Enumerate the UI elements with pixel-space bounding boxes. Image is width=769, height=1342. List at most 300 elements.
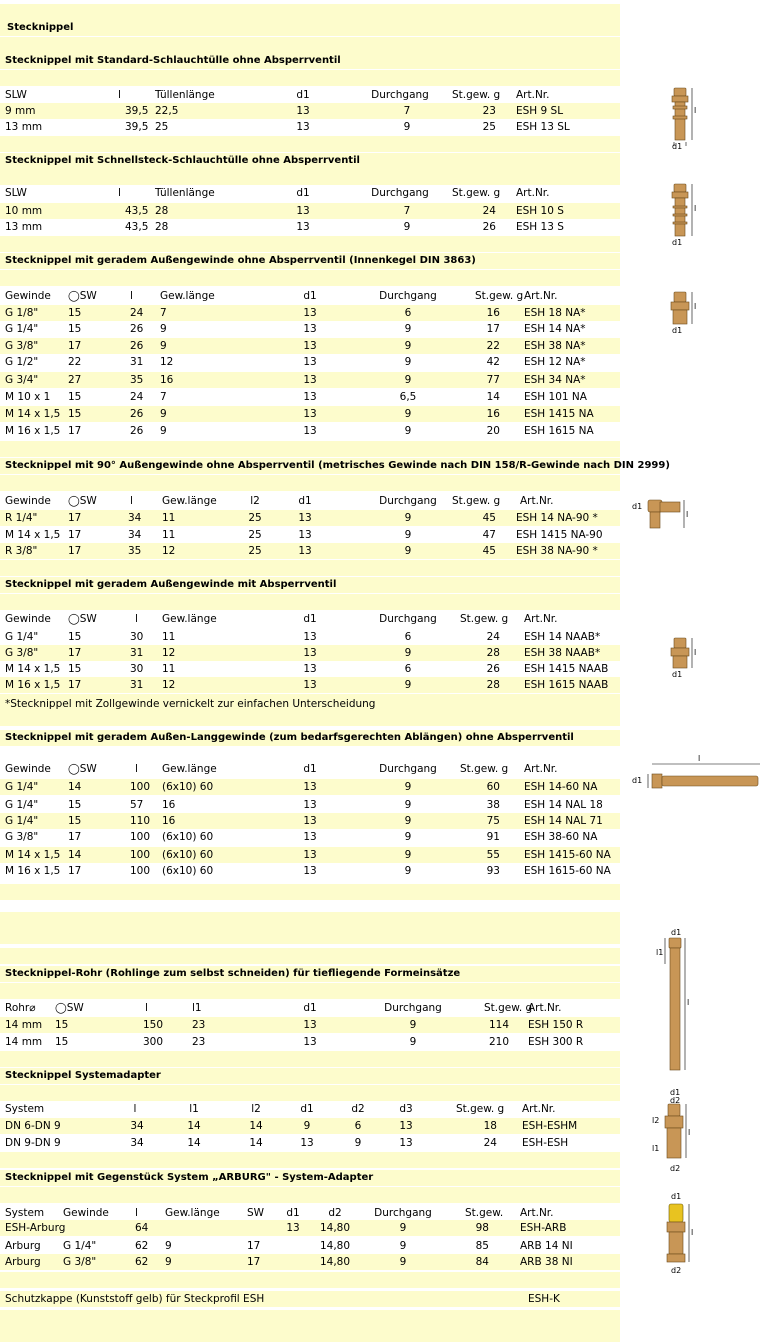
table-cell: ARB 38 NI (520, 1256, 573, 1268)
final-note-art-number: ESH-K (528, 1293, 560, 1305)
table-cell: Arburg (5, 1240, 41, 1252)
table-cell: (6x10) 60 (162, 865, 214, 877)
table-cell: 13 (303, 781, 317, 793)
table-cell: ESH 101 NA (524, 391, 587, 403)
table-cell: 60 (486, 781, 500, 793)
table-cell: G 3/8" (5, 340, 39, 352)
table-cell: ESH 38 NA* (524, 340, 586, 352)
table-cell: 16 (162, 799, 176, 811)
table-cell: 12 (160, 356, 174, 368)
nipple-image-quick (660, 182, 700, 248)
table-cell: G 1/2" (5, 356, 39, 368)
dim-d1-label: d1 (671, 928, 682, 937)
table-cell: 26 (130, 425, 144, 437)
dim-d1-label: d1 (672, 670, 683, 679)
table-cell: 15 (68, 391, 82, 403)
table-cell: 9 (160, 408, 167, 420)
table-cell: ESH 38-60 NA (524, 831, 598, 843)
table-cell: 13 (303, 679, 317, 691)
section-title: Stecknippel mit Standard-Schlauchtülle ohne Absperrventil (5, 55, 341, 66)
table-cell: ESH 12 NA* (524, 356, 586, 368)
table-row (0, 338, 620, 354)
table-cell: 22,5 (155, 105, 179, 117)
column-header: St.gew. g (460, 613, 509, 625)
column-header: l1 (192, 1002, 202, 1014)
table-cell: 75 (486, 815, 500, 827)
dim-l-label: l (694, 106, 697, 115)
column-header: Art.Nr. (520, 495, 554, 507)
table-cell: 22 (68, 356, 82, 368)
table-cell: 11 (162, 529, 176, 541)
table-cell: (6x10) 60 (162, 831, 214, 843)
section-title: Stecknippel mit geradem Außengewinde mit Absperrventil (5, 579, 337, 590)
table-cell: 28 (486, 679, 500, 691)
table-cell: G 1/8" (5, 307, 39, 319)
footnote-row (0, 696, 620, 712)
table-cell: 9 (404, 799, 412, 811)
dim-l-label: l (694, 302, 697, 311)
table-cell: 15 (68, 815, 82, 827)
column-header: l (118, 89, 121, 101)
table-cell: 13 (303, 663, 317, 675)
highlight-band (0, 1326, 620, 1342)
table-cell: 100 (130, 831, 151, 843)
table-cell: 9 (399, 1240, 407, 1252)
table-cell: 300 (143, 1036, 164, 1048)
table-cell: 9 (404, 815, 412, 827)
table-cell: ESH 14 NA* (524, 323, 586, 335)
table-cell: 85 (475, 1240, 489, 1252)
table-cell: 9 (160, 323, 167, 335)
table-cell: 9 mm (5, 105, 36, 117)
table-cell: ESH 34 NA* (524, 374, 586, 386)
highlight-band (0, 928, 620, 944)
table-cell: 16 (160, 374, 174, 386)
table-row (0, 863, 620, 879)
column-header: Art.Nr. (522, 1103, 556, 1115)
table-cell: G 3/8" (5, 647, 39, 659)
table-cell: 34 (130, 1137, 144, 1149)
table-cell: G 1/4" (5, 781, 39, 793)
column-header: Tüllenlänge (155, 187, 215, 199)
dim-d1-label: d1 (670, 1088, 681, 1097)
column-header: St.gew. g (452, 495, 501, 507)
table-cell: 24 (483, 1137, 497, 1149)
highlight-band (0, 912, 620, 928)
table-row (0, 645, 620, 661)
table-row (0, 527, 620, 543)
table-cell: 42 (486, 356, 500, 368)
highlight-band (0, 1051, 620, 1067)
dim-d2-label: d2 (670, 1164, 681, 1173)
table-row (0, 406, 620, 422)
table-cell: 91 (486, 831, 500, 843)
highlight-band (0, 475, 620, 491)
table-cell: M 14 x 1,5 (5, 663, 61, 675)
table-cell: DN 9-DN 9 (5, 1137, 61, 1149)
table-cell: 30 (130, 663, 144, 675)
table-cell: 26 (482, 221, 496, 233)
table-cell: 210 (488, 1036, 509, 1048)
table-cell: M 16 x 1,5 (5, 679, 61, 691)
table-cell: G 1/4" (63, 1240, 97, 1252)
section-title-row (0, 730, 620, 746)
table-cell: 17 (68, 545, 82, 557)
table-cell: 13 (303, 849, 317, 861)
section-title-row (0, 253, 620, 269)
column-header: d1 (300, 1103, 314, 1115)
table-cell: 15 (68, 307, 82, 319)
dim-l-label: l (694, 204, 697, 213)
table-cell: ESH 38 NAAB* (524, 647, 601, 659)
table-cell: 9 (409, 1019, 417, 1031)
table-cell: 14 mm (5, 1019, 43, 1031)
column-header: l (145, 1002, 148, 1014)
table-cell: 13 (298, 545, 312, 557)
dim-d2-label: d2 (670, 1096, 681, 1105)
table-header-row (0, 1101, 620, 1117)
highlight-band (0, 948, 620, 964)
column-header: SLW (5, 187, 27, 199)
table-cell: 9 (399, 1256, 407, 1268)
column-header: Gewinde (63, 1207, 109, 1219)
table-cell: 15 (55, 1036, 69, 1048)
column-header: d1 (303, 763, 317, 775)
table-cell: 6 (404, 663, 412, 675)
nipple-image-valve (660, 636, 700, 682)
section-title-row (0, 53, 620, 69)
column-header: d1 (286, 1207, 300, 1219)
table-cell: ESH 10 S (516, 205, 564, 217)
table-cell: 17 (486, 323, 500, 335)
column-header: d1 (296, 187, 310, 199)
table-cell: 10 mm (5, 205, 43, 217)
table-cell: 23 (192, 1036, 206, 1048)
section-title: Stecknippel mit Schnellsteck-Schlauchtülle ohne Absperrventil (5, 155, 360, 166)
table-cell: 13 (298, 529, 312, 541)
table-cell: 23 (482, 105, 496, 117)
table-cell: 9 (160, 340, 167, 352)
column-header: d1 (296, 89, 310, 101)
table-cell: ESH 14 NA-90 * (516, 512, 598, 524)
column-header: d2 (351, 1103, 365, 1115)
table-cell: 13 (303, 391, 317, 403)
table-cell: 20 (486, 425, 500, 437)
section-title-row (0, 458, 670, 474)
highlight-band (0, 560, 620, 576)
table-cell: ESH 1615-60 NA (524, 865, 611, 877)
table-cell: ESH 1415 NAAB (524, 663, 609, 675)
nipple-image-tube (655, 928, 695, 1074)
column-header: Durchgang (384, 1002, 442, 1014)
table-cell: 28 (155, 221, 169, 233)
table-cell: G 1/4" (5, 323, 39, 335)
table-cell: 25 (482, 121, 496, 133)
table-cell: 34 (128, 529, 142, 541)
table-cell: 28 (155, 205, 169, 217)
column-header: St.gew. g (452, 89, 501, 101)
nipple-image-system-adapter (650, 1088, 695, 1176)
table-cell: R 3/8" (5, 545, 38, 557)
column-header: Art.Nr. (524, 613, 558, 625)
table-cell: G 3/8" (63, 1256, 97, 1268)
table-cell: 9 (404, 647, 412, 659)
highlight-band (0, 70, 620, 86)
table-cell: 13 mm (5, 221, 43, 233)
section-title-row (0, 577, 620, 593)
column-header: l (135, 613, 138, 625)
table-cell: 9 (354, 1137, 362, 1149)
table-cell: 35 (130, 374, 144, 386)
table-cell: 9 (404, 545, 412, 557)
table-header-row (0, 761, 620, 777)
table-cell: DN 6-DN 9 (5, 1120, 61, 1132)
column-header: l2 (250, 495, 260, 507)
table-cell: 9 (403, 121, 411, 133)
column-header: ◯SW (55, 1002, 84, 1014)
table-cell: ESH 1415 NA (524, 408, 594, 420)
table-cell: G 1/4" (5, 815, 39, 827)
table-row (0, 1017, 620, 1033)
column-header: l1 (189, 1103, 199, 1115)
table-cell: 18 (483, 1120, 497, 1132)
table-cell: 17 (68, 340, 82, 352)
column-header: l2 (251, 1103, 261, 1115)
table-cell: 9 (404, 425, 412, 437)
nipple-image-long-thread (630, 752, 768, 802)
table-row (0, 677, 620, 693)
table-cell: ESH 1615 NAAB (524, 679, 609, 691)
table-cell: G 3/8" (5, 831, 39, 843)
table-cell: ESH 18 NA* (524, 307, 586, 319)
table-row (0, 103, 620, 119)
table-cell: 13 (399, 1120, 413, 1132)
column-header: Gewinde (5, 290, 51, 302)
nipple-image-arburg (655, 1192, 700, 1278)
highlight-band (0, 884, 620, 900)
table-cell: ESH 1615 NA (524, 425, 594, 437)
table-row (0, 510, 620, 526)
table-cell: 13 (296, 121, 310, 133)
column-header: Durchgang (379, 495, 437, 507)
table-cell: 98 (475, 1222, 489, 1234)
table-cell: 43,5 (125, 205, 149, 217)
table-cell: ESH 1415 NA-90 (516, 529, 603, 541)
column-header: l (135, 763, 138, 775)
table-cell: ESH 1415-60 NA (524, 849, 611, 861)
dim-d1-label: d1 (672, 326, 683, 335)
column-header: d1 (298, 495, 312, 507)
table-row (0, 1220, 620, 1236)
table-cell: 15 (68, 663, 82, 675)
table-cell: 34 (130, 1120, 144, 1132)
table-cell: 9 (404, 356, 412, 368)
table-cell: 77 (486, 374, 500, 386)
table-cell: 13 (303, 647, 317, 659)
table-cell: ESH 38 NA-90 * (516, 545, 598, 557)
column-header: St.gew. g (484, 1002, 533, 1014)
table-row (0, 305, 620, 321)
table-cell: 13 (298, 512, 312, 524)
section-title: Stecknippel-Rohr (Rohlinge zum selbst schneiden) für tiefliegende Formeinsätze (5, 968, 461, 979)
table-cell: G 1/4" (5, 799, 39, 811)
table-header-row (0, 1000, 620, 1016)
column-header: Art.Nr. (516, 187, 550, 199)
table-cell: 14 (68, 849, 82, 861)
table-row (0, 1135, 620, 1151)
table-cell: 17 (68, 679, 82, 691)
column-header: l (118, 187, 121, 199)
column-header: Durchgang (371, 89, 429, 101)
table-cell: 22 (486, 340, 500, 352)
highlight-band (0, 1187, 620, 1203)
section-title: Stecknippel mit geradem Außengewinde ohne Absperrventil (Innenkegel DIN 3863) (5, 255, 476, 266)
column-header: Durchgang (379, 290, 437, 302)
table-cell: 14 (249, 1137, 263, 1149)
table-cell: 38 (486, 799, 500, 811)
table-cell: 15 (68, 631, 82, 643)
nipple-image-90-degree (630, 494, 690, 534)
page-title: Stecknippel (7, 22, 74, 33)
table-cell: 9 (404, 340, 412, 352)
table-cell: (6x10) 60 (162, 781, 214, 793)
column-header: d3 (399, 1103, 413, 1115)
table-cell: 9 (404, 865, 412, 877)
table-cell: 9 (404, 529, 412, 541)
table-row (0, 1254, 620, 1270)
table-cell: 110 (130, 815, 151, 827)
table-cell: 11 (162, 663, 176, 675)
table-cell: 30 (130, 631, 144, 643)
table-row (0, 1238, 620, 1254)
table-cell: 16 (486, 307, 500, 319)
table-cell: 45 (482, 512, 496, 524)
dim-d2-label: d2 (671, 1266, 682, 1275)
column-header: d2 (328, 1207, 342, 1219)
table-cell: ESH-Arburg (5, 1222, 66, 1234)
highlight-band (0, 441, 620, 457)
table-cell: 13 (296, 205, 310, 217)
table-cell: 13 (286, 1222, 300, 1234)
highlight-band (0, 1310, 620, 1326)
column-header: St.gew. (465, 1207, 504, 1219)
table-cell: 9 (165, 1256, 172, 1268)
table-header-row (0, 87, 620, 103)
table-row (0, 321, 620, 337)
table-cell: ESH 14 NAL 71 (524, 815, 603, 827)
dim-l-label: l (694, 648, 697, 657)
table-cell: M 16 x 1,5 (5, 425, 61, 437)
table-cell: 17 (68, 831, 82, 843)
table-cell: 9 (404, 849, 412, 861)
table-cell: 13 (303, 425, 317, 437)
table-cell: 9 (404, 781, 412, 793)
table-cell: G 3/4" (5, 374, 39, 386)
table-cell: 26 (130, 323, 144, 335)
table-cell: 9 (404, 323, 412, 335)
table-cell: 13 (303, 865, 317, 877)
table-cell: 13 (303, 1019, 317, 1031)
section-title: Stecknippel mit geradem Außen-Langgewinde (zum bedarfsgerechten Ablängen) ohne Absperrventil (5, 732, 574, 743)
table-cell: M 14 x 1,5 (5, 529, 61, 541)
highlight-band (0, 236, 620, 252)
column-header: Art.Nr. (524, 763, 558, 775)
table-cell: 13 (303, 307, 317, 319)
table-cell: 9 (404, 374, 412, 386)
table-cell: 11 (162, 631, 176, 643)
table-cell: ESH 13 S (516, 221, 564, 233)
table-cell: 15 (55, 1019, 69, 1031)
highlight-band (0, 270, 620, 286)
table-cell: 25 (248, 512, 262, 524)
table-cell: 13 (303, 815, 317, 827)
nipple-image-straight-thread (660, 290, 700, 338)
table-cell: 25 (248, 529, 262, 541)
table-cell: 31 (130, 356, 144, 368)
table-cell: 17 (68, 647, 82, 659)
table-row (0, 1118, 620, 1134)
table-cell: 35 (128, 545, 142, 557)
section-title: Stecknippel Systemadapter (5, 1070, 161, 1081)
table-row (0, 829, 620, 845)
column-header: Tüllenlänge (155, 89, 215, 101)
table-cell: 43,5 (125, 221, 149, 233)
dim-l-label: l (686, 510, 689, 519)
table-cell: 100 (130, 781, 151, 793)
column-header: Art.Nr. (524, 290, 558, 302)
table-cell: 55 (486, 849, 500, 861)
table-cell: 26 (130, 408, 144, 420)
table-cell: 9 (404, 408, 412, 420)
table-cell: 13 (303, 1036, 317, 1048)
section-title: Stecknippel mit Gegenstück System „ARBURG" - System-Adapter (5, 1172, 374, 1183)
table-cell: 9 (399, 1222, 407, 1234)
table-cell: 27 (68, 374, 82, 386)
table-cell: R 1/4" (5, 512, 38, 524)
table-row (0, 813, 620, 829)
table-cell: 13 (303, 799, 317, 811)
dim-l1-label: l1 (656, 948, 664, 957)
column-header: St.gew. g (452, 187, 501, 199)
section-title-row (0, 966, 620, 982)
dim-l-label: l (688, 1128, 691, 1137)
table-cell: ESH 300 R (528, 1036, 584, 1048)
table-cell: ESH-ARB (520, 1222, 567, 1234)
table-header-row (0, 611, 620, 627)
dim-d1-label: d1 (671, 1192, 682, 1201)
table-cell: 14,80 (319, 1222, 351, 1234)
table-cell: 9 (403, 221, 411, 233)
highlight-band (0, 710, 620, 726)
table-cell: 14 (68, 781, 82, 793)
table-header-row (0, 185, 620, 201)
table-cell: 45 (482, 545, 496, 557)
table-cell: 13 (303, 374, 317, 386)
column-header: Rohr⌀ (5, 1002, 36, 1014)
table-cell: 12 (162, 647, 176, 659)
table-cell: 15 (68, 799, 82, 811)
column-header: St.gew. g (460, 763, 509, 775)
column-header: St.gew. g (456, 1103, 505, 1115)
highlight-band (0, 983, 620, 999)
table-row (0, 372, 620, 388)
table-cell: 24 (130, 307, 144, 319)
table-cell: 13 (303, 408, 317, 420)
section-title-row (0, 153, 620, 169)
table-cell: 6 (404, 307, 412, 319)
table-cell: 7 (160, 391, 167, 403)
table-cell: 17 (68, 865, 82, 877)
